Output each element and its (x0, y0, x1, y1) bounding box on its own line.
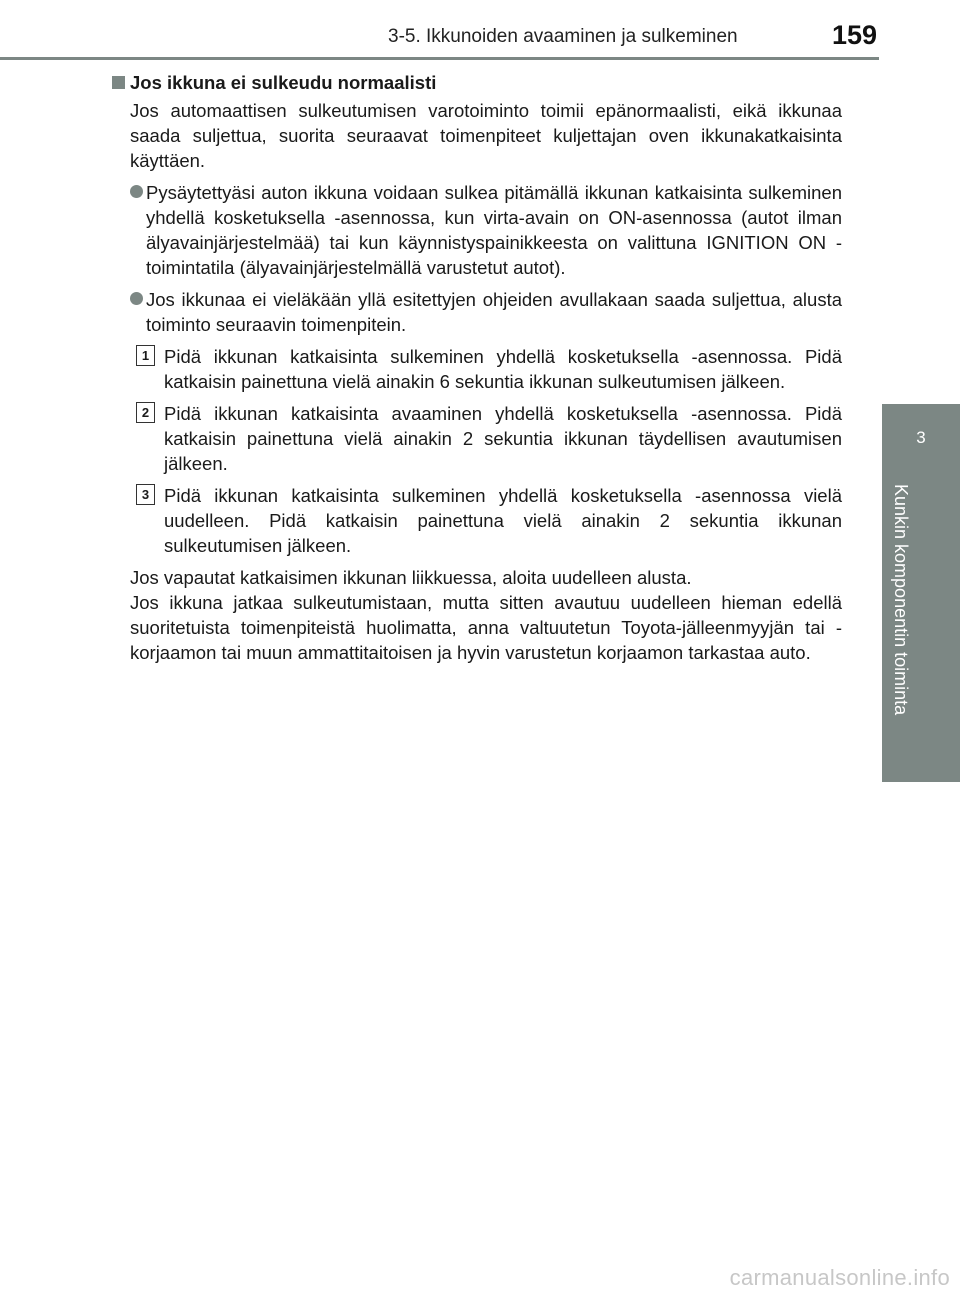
closing-note: Jos ikkuna jatkaa sulkeutumistaan, mutta sitten avautuu uudelleen hieman edellä suoritetuista toimenpiteistä huolimatta, anna valtuutetun Toyota-jälleenmyyjän tai -korjaamon tai muun ammattitaitoisen ja hyvin varustetun korjaamon tarkastaa auto. (130, 592, 842, 663)
closing-notes (112, 565, 842, 665)
chapter-tab (882, 404, 960, 782)
page-header (0, 0, 960, 60)
step-text: Pidä ikkunan katkaisinta avaaminen yhdellä kosketuksella -asennossa. Pidä katkaisin painettuna vielä ainakin 2 sekuntia ikkunan täydellisen avautumisen jälkeen. (164, 403, 842, 474)
section-heading-text: Jos ikkuna ei sulkeudu normaalisti (130, 72, 437, 93)
step-number-badge: 3 (136, 484, 155, 505)
chapter-label: Kunkin komponentin toiminta (891, 484, 911, 716)
step-text: Pidä ikkunan katkaisinta sulkeminen yhdellä kosketuksella -asennossa vielä uudelleen. Pidä katkaisin painettuna vielä ainakin 2 sekuntia ikkunan sulkeutumisen jälkeen. (164, 485, 842, 556)
round-bullet-icon (130, 185, 143, 198)
square-bullet-icon (112, 76, 125, 89)
bullet-item (112, 180, 842, 280)
step-item (112, 401, 842, 476)
step-item (112, 483, 842, 558)
page-number: 159 (832, 20, 878, 50)
bullet-item (112, 287, 842, 337)
section-heading (112, 70, 842, 95)
closing-note: Jos vapautat katkaisimen ikkunan liikkuessa, aloita uudelleen alusta. (130, 567, 692, 588)
bullet-text: Jos ikkunaa ei vieläkään yllä esitettyjen ohjeiden avullakaan saada suljettua, alusta toiminto seuraavin toimenpitein. (146, 289, 842, 335)
round-bullet-icon (130, 292, 143, 305)
section-title: 3-5. Ikkunoiden avaaminen ja sulkeminen (388, 26, 738, 47)
bullet-text: Pysäytettyäsi auton ikkuna voidaan sulkea pitämällä ikkunan katkaisinta sulkeminen yhdellä kosketuksella -asennossa, kun virta-avain on ON-asennossa (autot ilman älyavainjärjestelmää) tai kun käynnistyspainikkeesta on valittuna IGNITION ON -toimintatila (älyavainjärjestelmällä varustetut autot). (146, 182, 842, 278)
watermark: carmanualsonline.info (729, 1265, 950, 1290)
header-rule (0, 57, 879, 60)
chapter-number: 3 (916, 428, 926, 447)
step-text: Pidä ikkunan katkaisinta sulkeminen yhdellä kosketuksella -asennossa. Pidä katkaisin painettuna vielä ainakin 6 sekuntia ikkunan sulkeutumisen jälkeen. (164, 346, 842, 392)
main-content (112, 70, 842, 665)
step-number-badge: 2 (136, 402, 155, 423)
intro-paragraph: Jos automaattisen sulkeutumisen varotoiminto toimii epänormaalisti, eikä ikkunaa saada suljettua, suorita seuraavat toimenpiteet kuljettajan oven ikkunakatkaisinta käyttäen. (130, 100, 842, 171)
step-item (112, 344, 842, 394)
step-number-badge: 1 (136, 345, 155, 366)
